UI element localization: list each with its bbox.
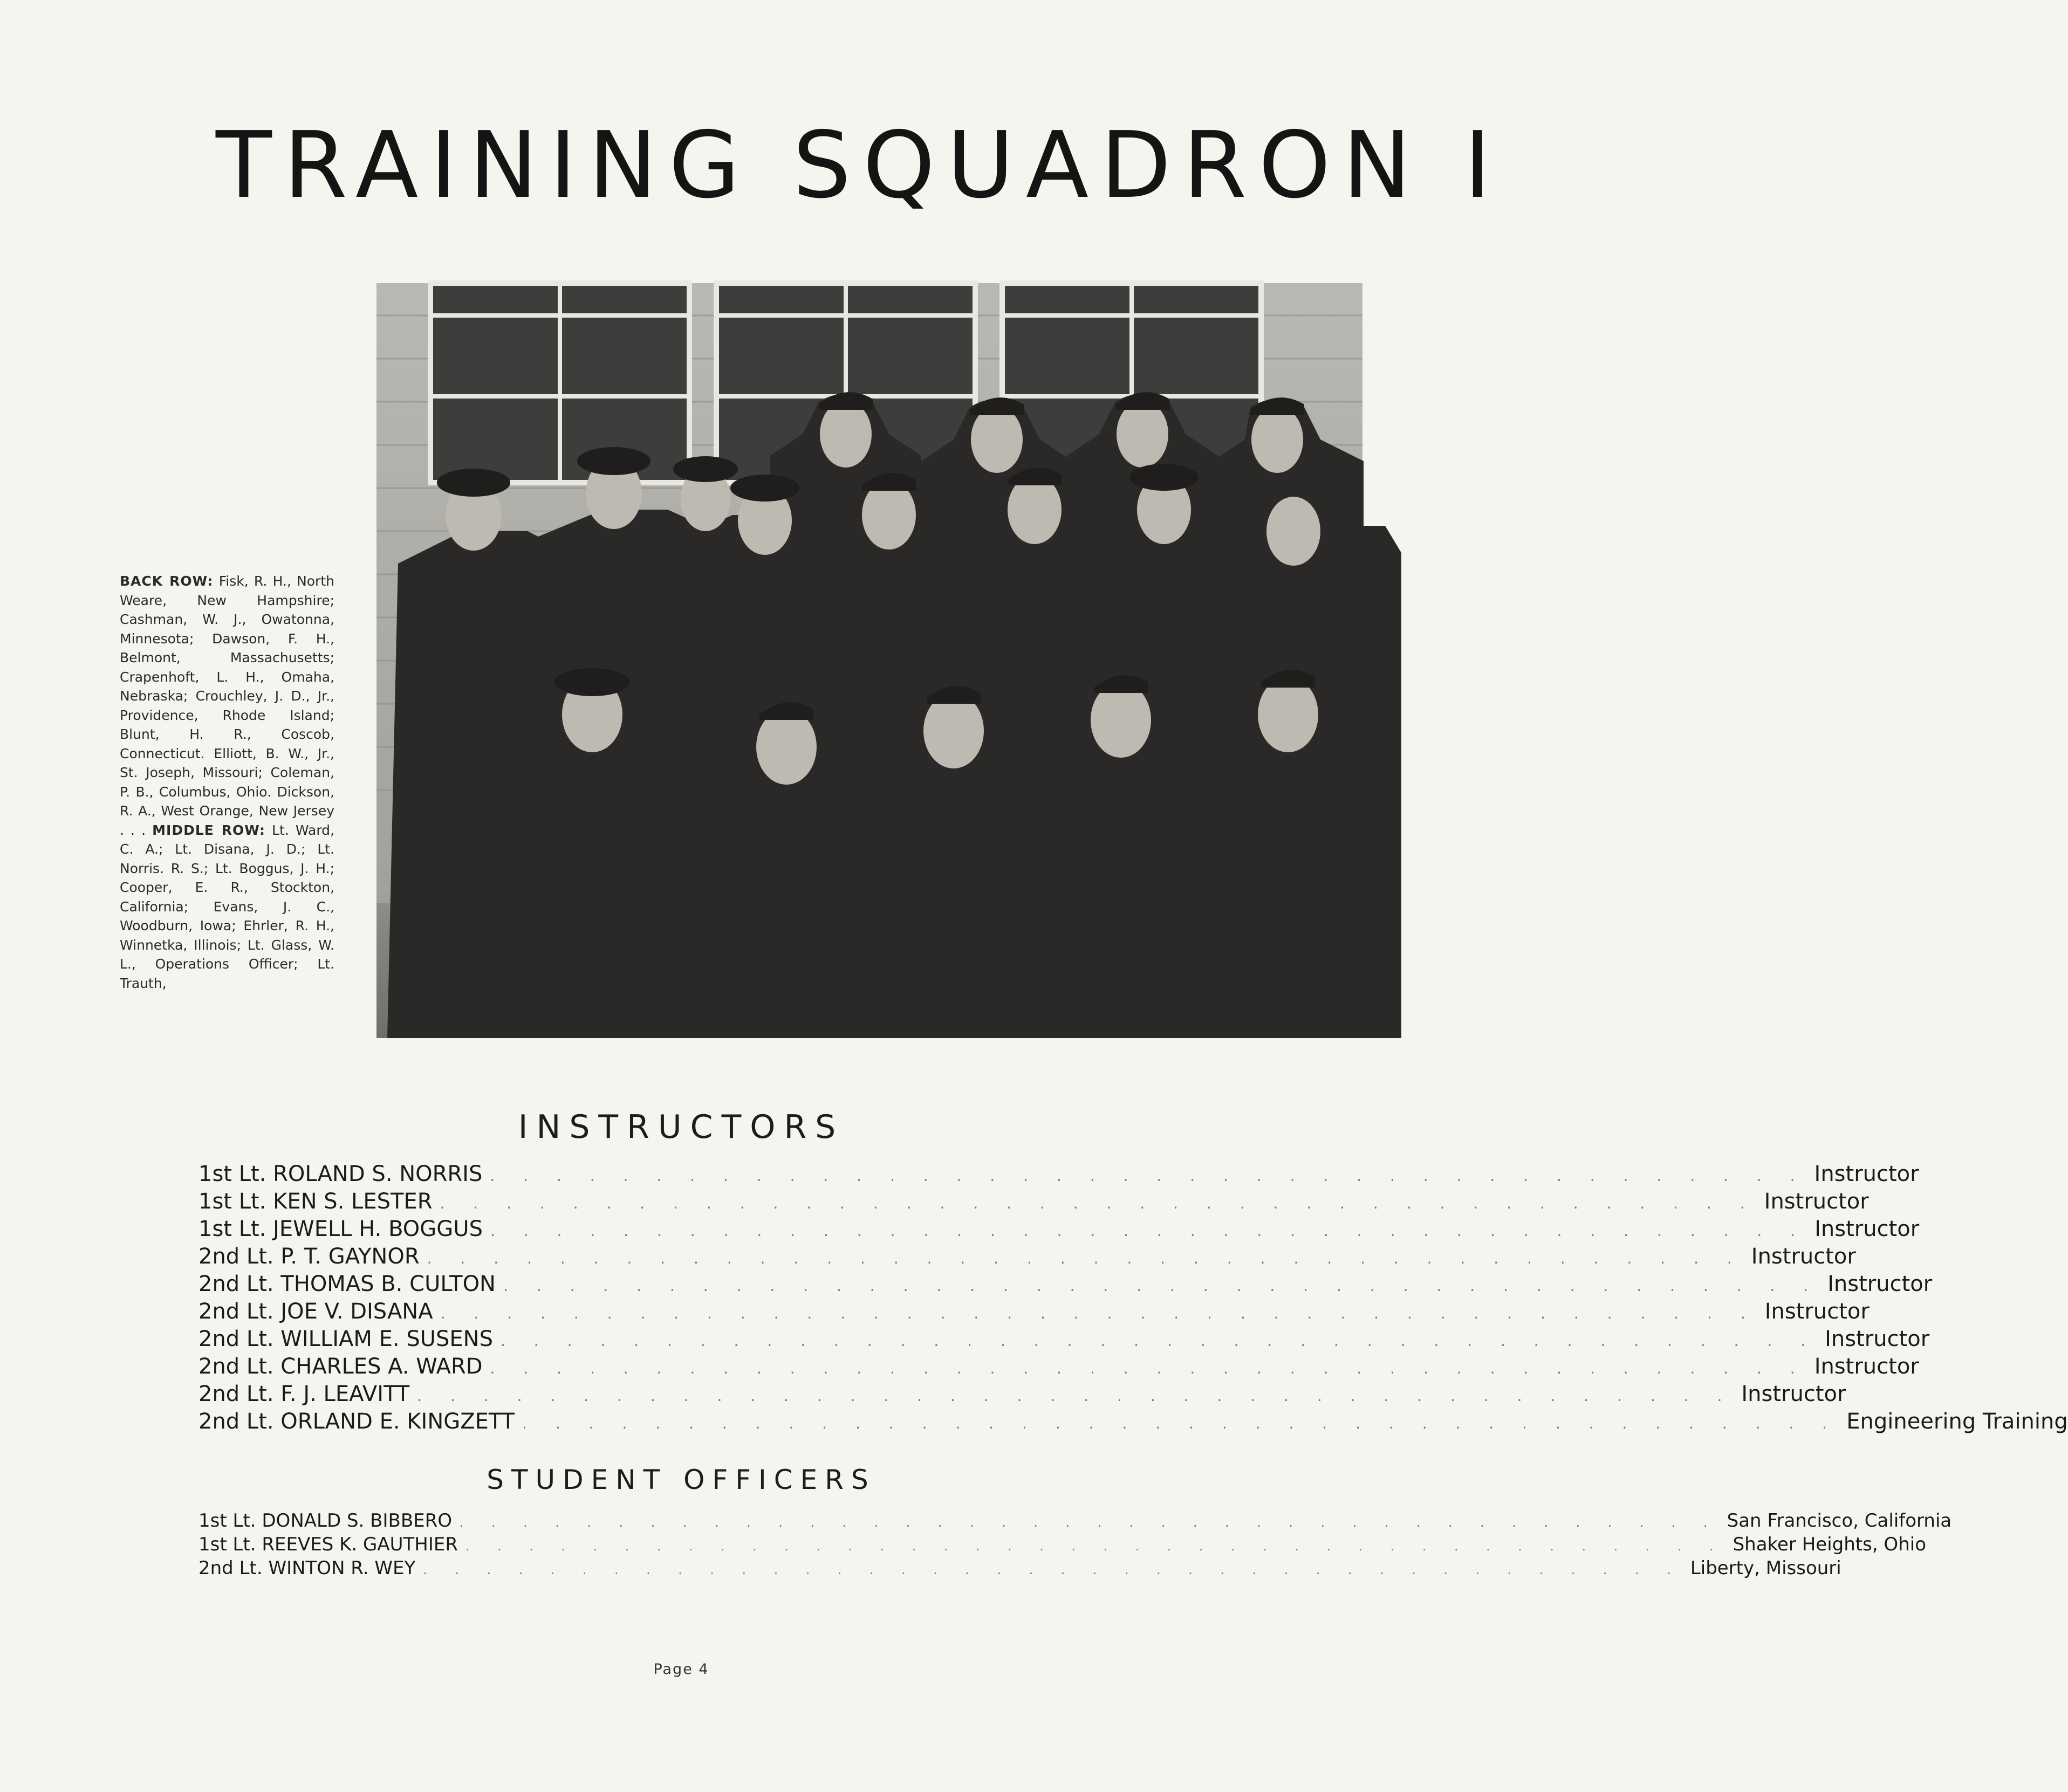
instructor-name: 2nd Lt. WILLIAM E. SUSENS <box>198 1327 493 1351</box>
student-hometown: Liberty, Missouri <box>1690 1557 1841 1579</box>
list-item <box>198 1272 1933 1299</box>
instructor-name: 2nd Lt. P. T. GAYNOR <box>198 1244 420 1269</box>
list-item <box>198 1354 1919 1382</box>
instructor-name: 2nd Lt. ORLAND E. KINGZETT <box>198 1409 515 1434</box>
dot-leader: . . . . . . . . . . . . . . . . . . . . . . . . . . . . . . . . . . . . . . . . <box>427 1249 1744 1267</box>
instructor-name: 1st Lt. KEN S. LESTER <box>198 1189 433 1214</box>
caption-middle-row-text: Lt. Ward, C. A.; Lt. Disana, J. D.; Lt. Norris. R. S.; Lt. Boggus, J. H.; Cooper, E. R., Stockton, California; Evans, J. C., Woodburn, Iowa; Ehrler, R. H., Winnetka, Illinois; Lt. Glass, W. L., Operations Officer; Lt. Trauth, <box>120 822 334 991</box>
group-photo-illustration <box>376 283 1362 1038</box>
instructor-name: 1st Lt. JEWELL H. BOGGUS <box>198 1217 483 1241</box>
list-item <box>198 1217 1920 1244</box>
dot-leader: . . . . . . . . . . . . . . . . . . . . . . . . . . . . . . . . . . . . . . . . <box>490 1167 1807 1185</box>
instructor-role: Instructor <box>1741 1382 1846 1406</box>
student-name: 1st Lt. DONALD S. BIBBERO <box>198 1510 453 1532</box>
instructor-name: 2nd Lt. THOMAS B. CULTON <box>198 1272 496 1296</box>
student-name: 1st Lt. REEVES K. GAUTHIER <box>198 1534 458 1555</box>
dot-leader: . . . . . . . . . . . . . . . . . . . . . . . . . . . . . . . . . . . . . . . . <box>460 1515 1720 1530</box>
instructor-role: Instructor <box>1814 1162 1919 1186</box>
student-officers-list <box>198 1510 1952 1581</box>
instructor-role: Instructor <box>1764 1299 1870 1324</box>
student-hometown: San Francisco, California <box>1727 1510 1952 1532</box>
dot-leader: . . . . . . . . . . . . . . . . . . . . . . . . . . . . . . . . . . . . . . . . <box>500 1332 1818 1350</box>
dot-leader: . . . . . . . . . . . . . . . . . . . . . . . . . . . . . . . . . . . . . . . . <box>440 1194 1757 1212</box>
list-item <box>198 1189 1869 1217</box>
dot-leader: . . . . . . . . . . . . . . . . . . . . . . . . . . . . . . . . . . . . . . . . <box>423 1562 1683 1577</box>
instructor-role: Instructor <box>1827 1272 1933 1296</box>
student-hometown: Shaker Heights, Ohio <box>1733 1534 1926 1555</box>
page-title: TRAINING SQUADRON I <box>216 112 1503 219</box>
instructor-role: Instructor <box>1751 1244 1856 1269</box>
list-item <box>198 1534 1926 1557</box>
dot-leader: . . . . . . . . . . . . . . . . . . . . . . . . . . . . . . . . . . . . . . . . <box>522 1415 1839 1432</box>
list-item <box>198 1299 1870 1327</box>
instructor-name: 1st Lt. ROLAND S. NORRIS <box>198 1162 483 1186</box>
instructor-role: Instructor <box>1814 1354 1919 1379</box>
student-name: 2nd Lt. WINTON R. WEY <box>198 1557 416 1579</box>
dot-leader: . . . . . . . . . . . . . . . . . . . . . . . . . . . . . . . . . . . . . . . . <box>490 1360 1807 1377</box>
dot-leader: . . . . . . . . . . . . . . . . . . . . . . . . . . . . . . . . . . . . . . . . <box>490 1222 1807 1240</box>
group-photo <box>376 283 1362 1038</box>
list-item <box>198 1510 1952 1534</box>
list-item <box>198 1409 2068 1437</box>
instructor-name: 2nd Lt. CHARLES A. WARD <box>198 1354 483 1379</box>
instructors-list <box>198 1162 2068 1437</box>
instructors-heading: INSTRUCTORS <box>518 1108 845 1146</box>
caption-middle-row-label: MIDDLE ROW: <box>152 822 266 838</box>
instructor-role: Engineering Training <box>1846 1409 2068 1434</box>
photo-caption <box>120 572 334 993</box>
list-item <box>198 1244 1856 1272</box>
dot-leader: . . . . . . . . . . . . . . . . . . . . . . . . . . . . . . . . . . . . . . . . <box>417 1387 1734 1405</box>
student-officers-heading: STUDENT OFFICERS <box>487 1464 876 1495</box>
instructor-name: 2nd Lt. F. J. LEAVITT <box>198 1382 410 1406</box>
list-item <box>198 1382 1846 1409</box>
dot-leader: . . . . . . . . . . . . . . . . . . . . . . . . . . . . . . . . . . . . . . . . <box>440 1304 1757 1322</box>
list-item <box>198 1557 1841 1581</box>
caption-back-row-label: BACK ROW: <box>120 573 214 589</box>
instructor-role: Instructor <box>1764 1189 1869 1214</box>
page-number: Page 4 <box>653 1661 709 1678</box>
instructor-name: 2nd Lt. JOE V. DISANA <box>198 1299 433 1324</box>
instructor-role: Instructor <box>1825 1327 1930 1351</box>
list-item <box>198 1162 1919 1189</box>
instructor-role: Instructor <box>1814 1217 1920 1241</box>
dot-leader: . . . . . . . . . . . . . . . . . . . . . . . . . . . . . . . . . . . . . . . . <box>465 1539 1725 1554</box>
caption-back-row-text: Fisk, R. H., North Weare, New Hampshire; Cashman, W. J., Owatonna, Minnesota; Dawson, F. H., Belmont, Massachusetts; Crapenhoft, L. H., Omaha, Nebraska; Crouchley, J. D., Jr., Providence, Rhode Island; Blunt, H. R., Coscob, Connecticut. Elliott, B. W., Jr., St. Joseph, Missouri; Coleman, P. B., Columbus, Ohio. Dickson, R. A., West Orange, New Jersey . . . <box>120 573 334 838</box>
list-item <box>198 1327 1930 1354</box>
dot-leader: . . . . . . . . . . . . . . . . . . . . . . . . . . . . . . . . . . . . . . . . <box>503 1277 1820 1295</box>
